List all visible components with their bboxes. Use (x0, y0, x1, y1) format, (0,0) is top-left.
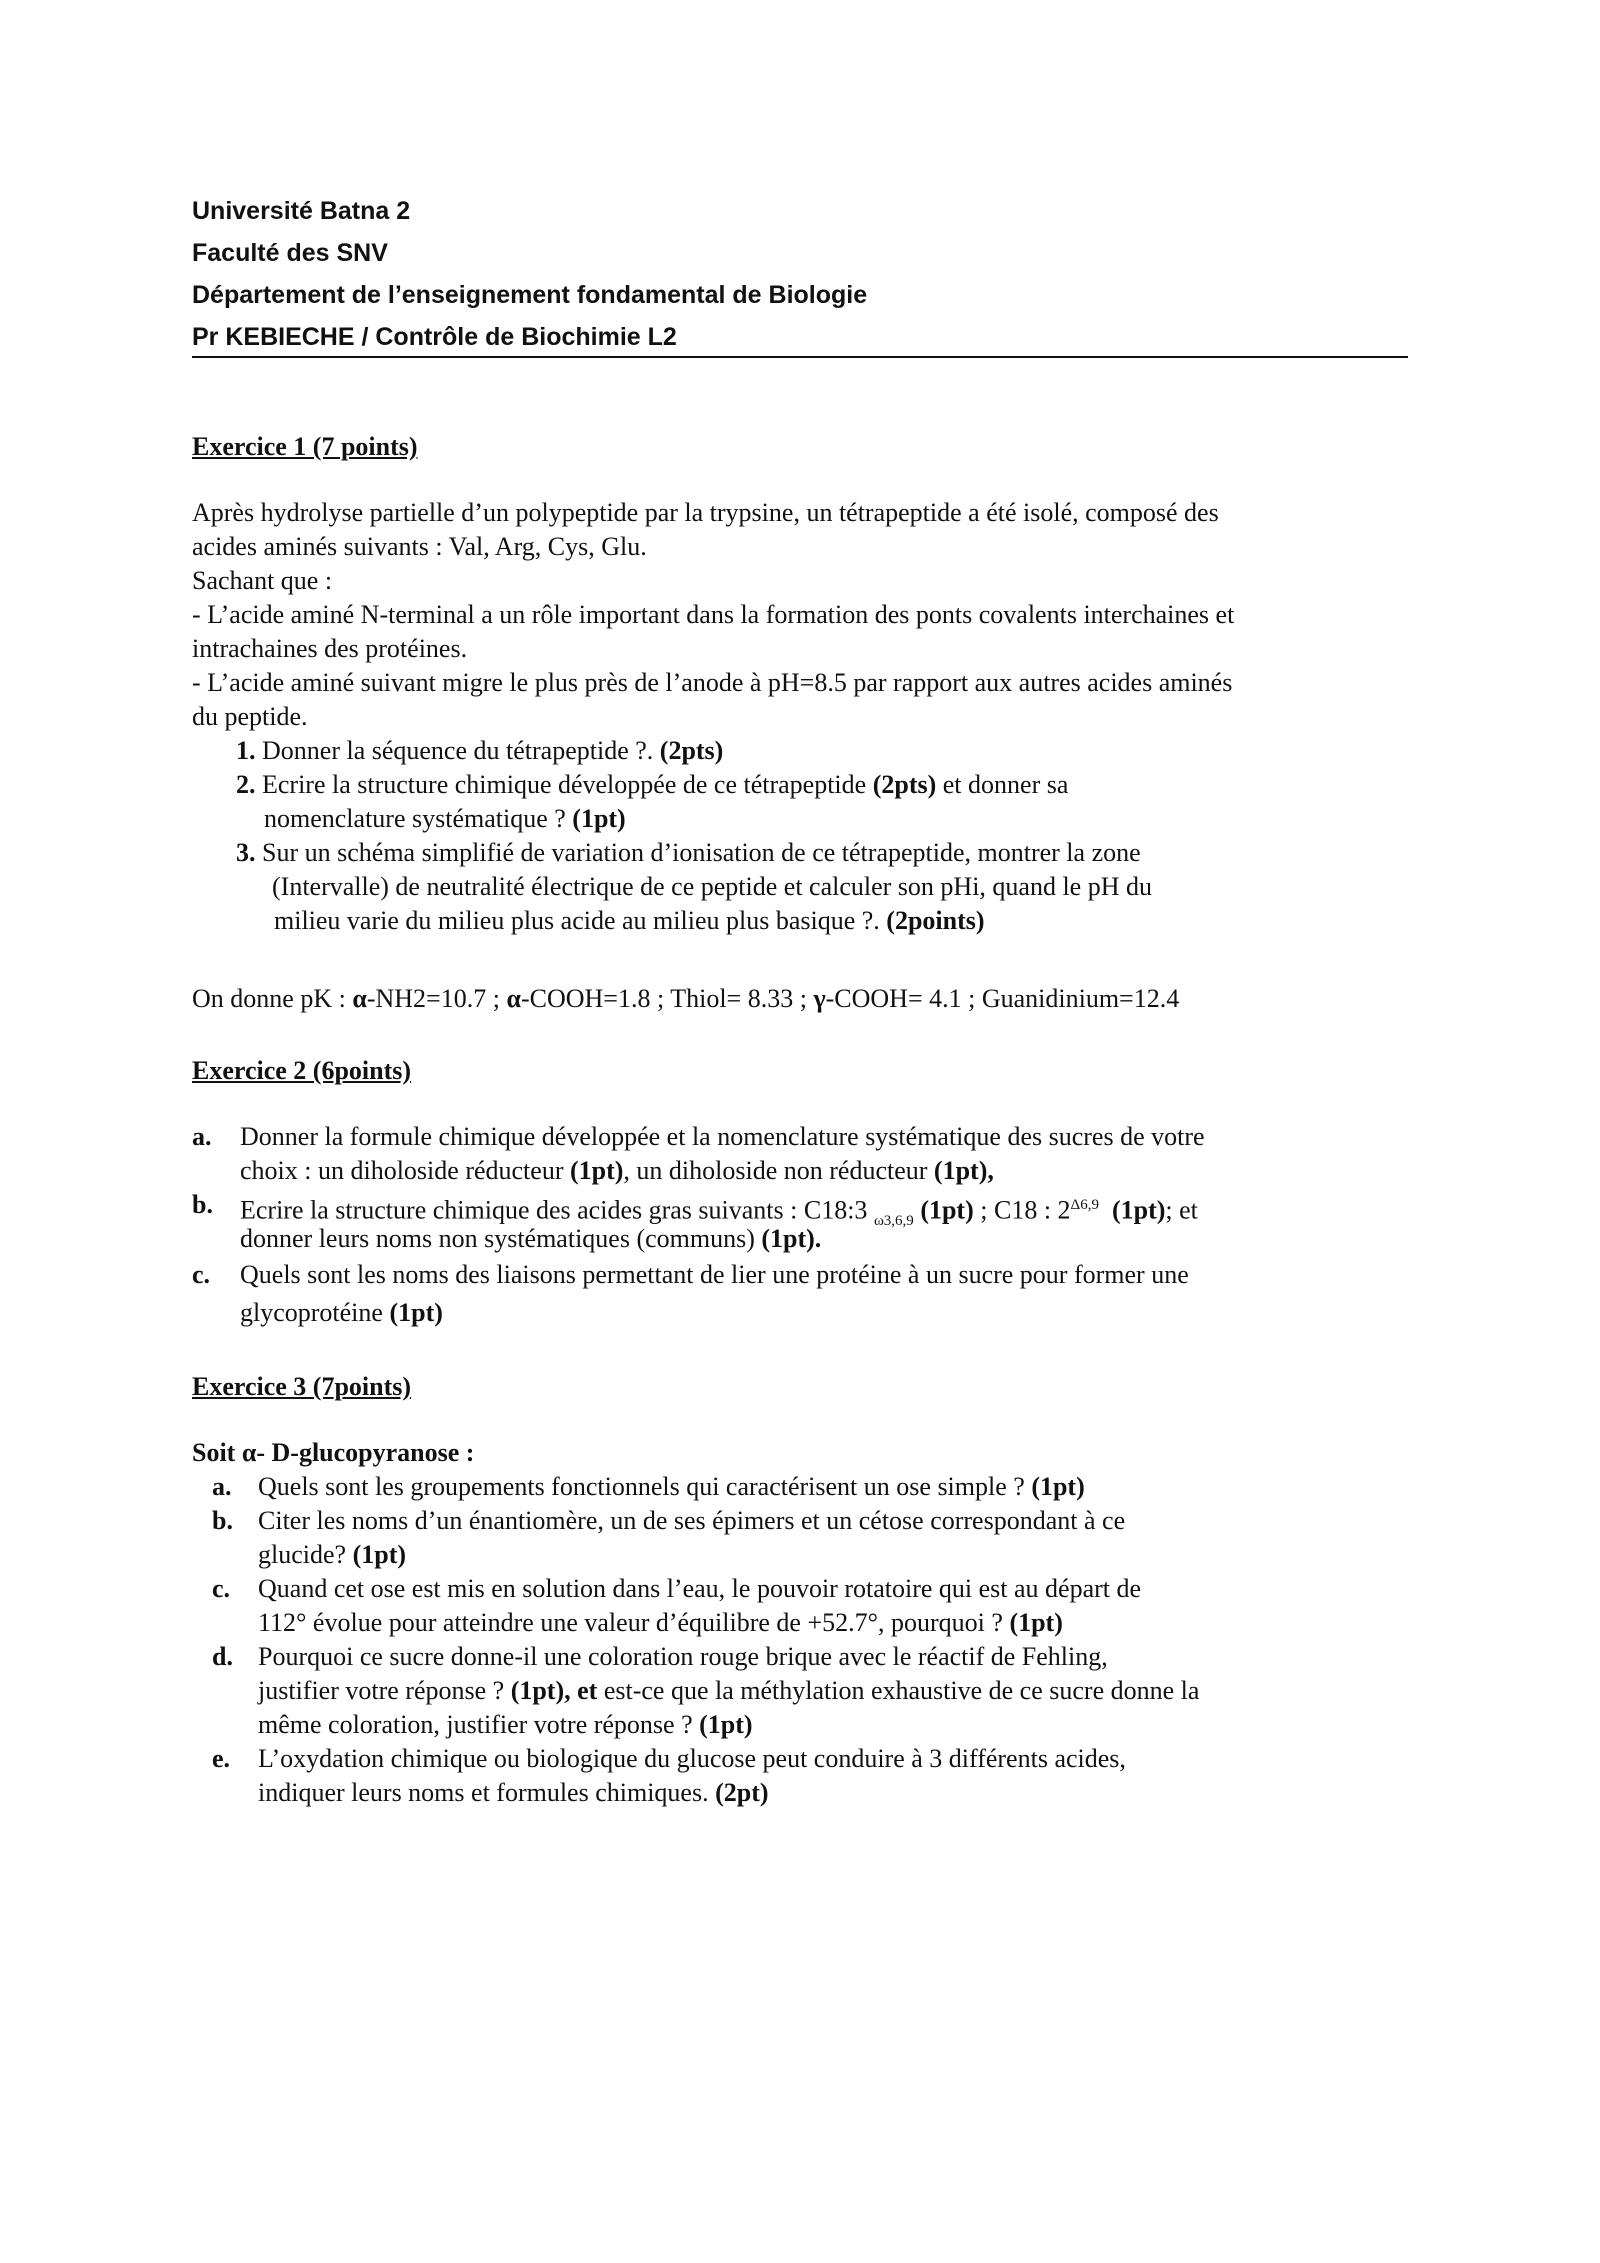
ex1-intro-line: Sachant que : (192, 566, 333, 595)
question-points: (1pt) (569, 1156, 624, 1185)
item-marker: b. (212, 1506, 233, 1535)
question-points: (2pts) (872, 770, 937, 799)
pk-value: -COOH=1.8 ; Thiol= 8.33 ; (520, 984, 814, 1013)
exercise-2-title: Exercice 2 (6points) (192, 1056, 412, 1085)
pk-value: -COOH= 4.1 ; Guanidinium=12.4 (825, 984, 1180, 1013)
item-marker: a. (192, 1122, 212, 1151)
ex1-question-2 (236, 768, 1068, 802)
exercise-3-title: Exercice 3 (7points) (192, 1372, 412, 1401)
question-points: (1pt) (699, 1710, 753, 1739)
question-text: Ecrire la structure chimique développée de ce tétrapeptide (262, 770, 873, 799)
question-text: donner leurs noms non systématiques (communs) (240, 1224, 762, 1253)
question-number: 3. (236, 838, 256, 867)
question-text: glycoprotéine (240, 1298, 390, 1327)
question-points: (1pt) (572, 804, 626, 833)
ex2-question-c: Quels sont les noms des liaisons permettant de lier une protéine à un sucre pour former une (240, 1260, 1189, 1289)
alpha-symbol: α (506, 984, 521, 1013)
question-points: (1pt) (1111, 1195, 1166, 1225)
ex1-intro-line: Après hydrolyse partielle d’un polypeptide par la trypsine, un tétrapeptide a été isolé, composé des (192, 498, 1219, 527)
question-text: choix : un diholoside réducteur (240, 1156, 570, 1185)
pk-label: On donne pK : (192, 984, 353, 1013)
ex3-question-e: L’oxydation chimique ou biologique du glucose peut conduire à 3 différents acides, (258, 1744, 1126, 1773)
ex3-question-d-cont (258, 1708, 753, 1742)
ex1-intro-line: intrachaines des protéines. (192, 634, 468, 663)
omega-subscript: ω3,6,9 (873, 1212, 914, 1229)
question-text: Donner la séquence du tétrapeptide ?. (262, 736, 660, 765)
ex1-question-2-cont (264, 802, 626, 836)
question-number: 1. (236, 736, 256, 765)
ex1-intro-line: - L’acide aminé N-terminal a un rôle important dans la formation des ponts covalents interchaines et (192, 600, 1235, 629)
question-text: et donner sa (936, 770, 1069, 799)
question-points: (1pt), (933, 1156, 994, 1185)
ex3-question-d-cont (258, 1674, 1199, 1708)
ex2-question-b-cont (240, 1222, 821, 1256)
ex3-question-b-cont (258, 1538, 406, 1572)
question-text: justifier votre réponse ? (258, 1676, 511, 1705)
question-text: glucide? (258, 1540, 353, 1569)
ex2-question-c-cont (240, 1296, 443, 1330)
item-marker: a. (212, 1472, 232, 1501)
gamma-symbol: γ (813, 984, 826, 1013)
question-text: Quels sont les groupements fonctionnels qui caractérisent un ose simple ? (258, 1472, 1032, 1501)
ex2-question-a-cont (240, 1154, 994, 1188)
university-name: Université Batna 2 (192, 197, 411, 225)
question-points: (1pt) (1009, 1608, 1063, 1637)
question-points: (1pt) (913, 1195, 974, 1225)
question-text: ; C18 : 2 (973, 1195, 1071, 1225)
question-text: ; et (1165, 1195, 1198, 1225)
course-title: Pr KEBIECHE / Contrôle de Biochimie L2 (192, 316, 1408, 358)
question-points: (2points) (886, 906, 985, 935)
question-text: nomenclature systématique ? (264, 804, 573, 833)
ex3-question-c-cont (258, 1606, 1063, 1640)
ex3-question-e-cont (258, 1776, 769, 1810)
ex1-intro-line: acides aminés suivants : Val, Arg, Cys, Glu. (192, 532, 647, 561)
department-name: Département de l’enseignement fondamental de Biologie (192, 281, 868, 309)
ex3-question-c: Quand cet ose est mis en solution dans l’eau, le pouvoir rotatoire qui est au départ de (258, 1574, 1142, 1603)
question-points: (1pt) (1031, 1472, 1085, 1501)
question-points: (1pt) (352, 1540, 407, 1569)
pk-values (192, 982, 1179, 1016)
ex1-question-3 (236, 836, 1141, 870)
ex2-question-a: Donner la formule chimique développée et la nomenclature systématique des sucres de votre (240, 1122, 1205, 1151)
question-text: Sur un schéma simplifié de variation d’ionisation de ce tétrapeptide, montrer la zone (262, 838, 1141, 867)
question-text: , un diholoside non réducteur (623, 1156, 934, 1185)
ex3-question-a (258, 1470, 1085, 1504)
question-text: indiquer leurs noms et formules chimiques. (258, 1778, 716, 1807)
question-text: même coloration, justifier votre réponse ? (258, 1710, 700, 1739)
question-points: (2pt) (715, 1778, 769, 1807)
alpha-symbol: α (352, 984, 367, 1013)
item-marker: c. (192, 1260, 211, 1289)
ex3-intro: Soit α- D-glucopyranose : (192, 1438, 475, 1467)
ex1-question-3-cont: (Intervalle) de neutralité électrique de ce peptide et calculer son pHi, quand le pH du (272, 872, 1153, 901)
question-number: 2. (236, 770, 256, 799)
question-text: milieu varie du milieu plus acide au milieu plus basique ?. (274, 906, 887, 935)
question-text: est-ce que la méthylation exhaustive de ce sucre donne la (597, 1676, 1200, 1705)
ex1-question-1 (236, 734, 723, 768)
document-header (192, 190, 1408, 358)
ex3-question-d: Pourquoi ce sucre donne-il une coloration rouge brique avec le réactif de Fehling, (258, 1642, 1108, 1671)
question-points: (2pts) (659, 736, 724, 765)
ex1-intro-line: du peptide. (192, 702, 308, 731)
ex1-intro-line: - L’acide aminé suivant migre le plus près de l’anode à pH=8.5 par rapport aux autres acides aminés (192, 668, 1233, 697)
question-text: Ecrire la structure chimique des acides gras suivants : C18:3 (240, 1195, 874, 1225)
ex3-question-b: Citer les noms d’un énantiomère, un de ses épimers et un cétose correspondant à ce (258, 1506, 1126, 1535)
question-points: (1pt), et (510, 1676, 598, 1705)
question-text: 112° évolue pour atteindre une valeur d’équilibre de +52.7°, pourquoi ? (258, 1608, 1010, 1637)
item-marker: e. (212, 1744, 231, 1773)
faculty-name: Faculté des SNV (192, 239, 388, 267)
item-marker: b. (192, 1190, 213, 1219)
ex1-question-3-cont (274, 904, 985, 938)
question-points: (1pt) (389, 1298, 443, 1327)
pk-value: -NH2=10.7 ; (366, 984, 507, 1013)
delta-superscript: Δ6,9 (1070, 1197, 1099, 1213)
item-marker: c. (212, 1574, 231, 1603)
exercise-1-title: Exercice 1 (7 points) (192, 432, 418, 461)
question-points: (1pt). (761, 1224, 822, 1253)
item-marker: d. (212, 1642, 233, 1671)
